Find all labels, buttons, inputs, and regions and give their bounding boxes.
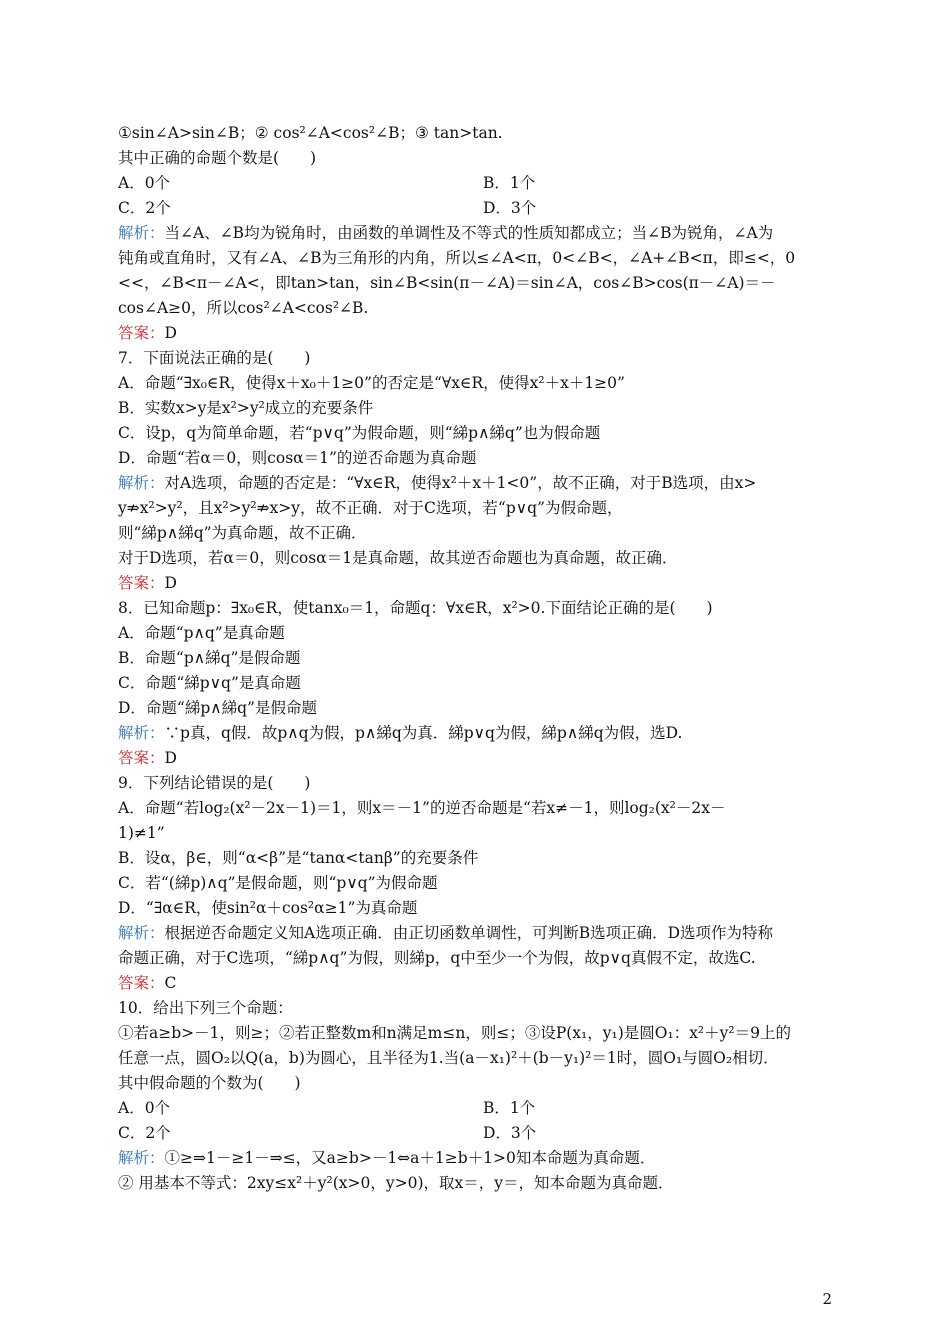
option-d: D．3个 (483, 1124, 537, 1142)
option-c: C．2个 (118, 1124, 171, 1142)
page-number: 2 (822, 1290, 832, 1308)
answer-value: D (164, 749, 177, 767)
analysis-line (118, 722, 682, 744)
option-c: C．若“(綈p)∧q”是假命题，则“p∨q”为假命题 (118, 874, 438, 892)
analysis-text: 根据逆否命题定义知A选项正确．由正切函数单调性，可判断B选项正确．D选项作为特称 (164, 924, 774, 942)
option-a: A．命题“若log₂(x²－2x－1)＝1，则x＝－1”的逆否命题是“若x≠－1，则log₂(x²－2x－ (118, 799, 726, 817)
option-d: D．命题“若α＝0，则cosα＝1”的逆否命题为真命题 (118, 449, 477, 467)
option-a: A．命题“p∧q”是真命题 (118, 624, 285, 642)
answer-line (118, 747, 177, 769)
analysis-line (118, 222, 773, 244)
analysis-label: 解析： (118, 224, 165, 242)
text-line: 对于D选项，若α＝0，则cosα＝1是真命题，故其逆否命题也为真命题，故正确． (118, 549, 678, 567)
analysis-text: ∵p真，q假．故p∧q为假，p∧綈q为真．綈p∨q为假，綈p∧綈q为假，选D. (164, 724, 683, 742)
option-d: D．命题“綈p∧綈q”是假命题 (118, 699, 317, 717)
question-title: 7．下面说法正确的是( ) (118, 349, 311, 367)
text-line: 1)≠1” (118, 824, 165, 842)
text-line: 则“綈p∧綈q”为真命题，故不正确． (118, 524, 367, 542)
text-line: y⇏x²>y²，且x²>y²⇏x>y，故不正确．对于C选项，若“p∨q”为假命题， (118, 499, 623, 517)
option-b: B．命题“p∧綈q”是假命题 (118, 649, 301, 667)
text-line: 其中正确的命题个数是( ) (118, 149, 317, 167)
option-c: C．2个 (118, 199, 171, 217)
question-title: 9．下列结论错误的是( ) (118, 774, 311, 792)
text-line: cos∠A≥0，所以cos²∠A<cos²∠B. (118, 299, 369, 317)
option-d: D．“∃α∈R，使sin²α＋cos²α≥1”为真命题 (118, 899, 418, 917)
text-line: 钝角或直角时，又有∠A、∠B为三角形的内角，所以≤∠A<π，0<∠B<，∠A+∠B<π，即≤<，0 (118, 249, 796, 267)
analysis-text: ①≥⇒1－≥1－⇒≤，又a≥b>－1⇔a＋1≥b＋1>0知本命题为真命题． (164, 1149, 656, 1167)
text-line: 任意一点，圆O₂以Q(a，b)为圆心，且半径为1.当(a－x₁)²＋(b－y₁)²＝1时，圆O₁与圆O₂相切． (118, 1049, 779, 1067)
analysis-text: 对A选项，命题的否定是：“∀x∈R，使得x²＋x＋1<0”，故不正确，对于B选项，由x> (164, 474, 757, 492)
option-c: C．命题“綈p∨q”是真命题 (118, 674, 301, 692)
answer-label: 答案： (118, 324, 165, 342)
text-line: 其中假命题的个数为( ) (118, 1074, 301, 1092)
option-a: A．0个 (118, 174, 171, 192)
question-title: 8．已知命题p：∃x₀∈R，使tanx₀＝1，命题q：∀x∈R，x²>0.下面结论正确的是( ) (118, 599, 713, 617)
option-b: B．1个 (483, 1099, 536, 1117)
answer-label: 答案： (118, 749, 165, 767)
analysis-label: 解析： (118, 724, 165, 742)
answer-value: C (164, 974, 177, 992)
answer-line (118, 972, 176, 994)
analysis-text: 当∠A、∠B均为锐角时，由函数的单调性及不等式的性质知都成立；当∠B为锐角，∠A为 (164, 224, 774, 242)
text-line: ② 用基本不等式：2xy≤x²＋y²(x>0，y>0)，取x＝，y＝，知本命题为真命题． (118, 1174, 674, 1192)
analysis-label: 解析： (118, 1149, 165, 1167)
text-line: ①sin∠A>sin∠B；② cos²∠A<cos²∠B；③ tan>tan. (118, 124, 503, 142)
option-b: B．设α，β∈，则“α<β”是“tanα<tanβ”的充要条件 (118, 849, 479, 867)
analysis-line (118, 472, 756, 494)
analysis-line (118, 1147, 655, 1169)
answer-value: D (164, 324, 177, 342)
option-b: B．实数x>y是x²>y²成立的充要条件 (118, 399, 374, 417)
text-line: <<，∠B<π－∠A<，即tan>tan，sin∠B<sin(π－∠A)＝sin∠A，cos∠B>cos(π－∠A)＝－ (118, 274, 776, 292)
answer-line (118, 322, 177, 344)
question-title: 10．给出下列三个命题： (118, 999, 293, 1017)
answer-line (118, 572, 177, 594)
answer-value: D (164, 574, 177, 592)
option-a: A．0个 (118, 1099, 171, 1117)
option-b: B．1个 (483, 174, 536, 192)
text-line: 命题正确，对于C选项，“綈p∧q”为假，则綈p，q中至少一个为假，故p∨q真假不定，故选C. (118, 949, 756, 967)
option-c: C．设p，q为简单命题，若“p∨q”为假命题，则“綈p∧綈q”也为假命题 (118, 424, 601, 442)
answer-label: 答案： (118, 974, 165, 992)
analysis-label: 解析： (118, 474, 165, 492)
option-a: A．命题“∃x₀∈R，使得x＋x₀＋1≥0”的否定是“∀x∈R，使得x²＋x＋1≥0” (118, 374, 625, 392)
analysis-line (118, 922, 773, 944)
text-line: ①若a≥b>－1，则≥；②若正整数m和n满足m≤n，则≤；③设P(x₁，y₁)是圆O₁：x²＋y²＝9上的 (118, 1024, 791, 1042)
analysis-label: 解析： (118, 924, 165, 942)
option-d: D．3个 (483, 199, 537, 217)
answer-label: 答案： (118, 574, 165, 592)
